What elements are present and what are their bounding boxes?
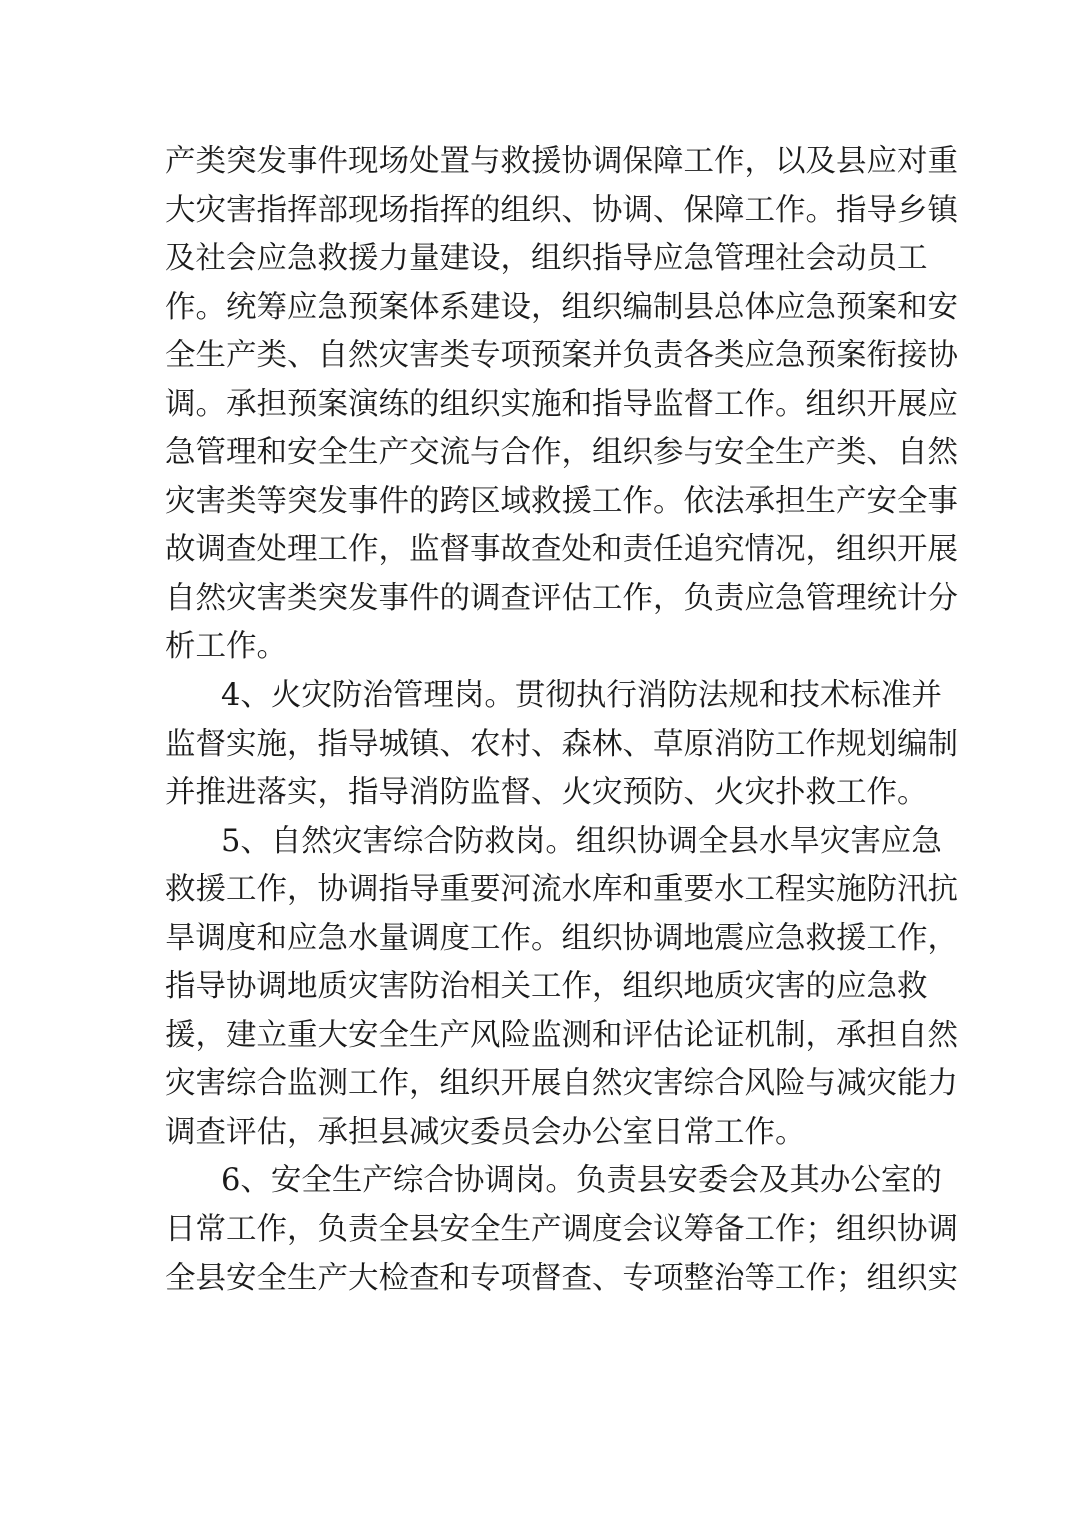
text-line: 监督实施，指导城镇、农村、森林、草原消防工作规划编制 [165, 726, 958, 762]
text-line: 析工作。 [165, 629, 287, 665]
text-line: 4、火灾防治管理岗。贯彻执行消防法规和技术标准并 [221, 678, 942, 714]
text-line: 作。统筹应急预案体系建设，组织编制县总体应急预案和安 [165, 289, 958, 325]
text-line: 产类突发事件现场处置与救援协调保障工作，以及县应对重 [165, 144, 958, 179]
body-text [165, 138, 958, 1303]
text-line: 大灾害指挥部现场指挥的组织、协调、保障工作。指导乡镇 [165, 192, 958, 228]
text-line: 调查评估，承担县减灾委员会办公室日常工作。 [165, 1114, 806, 1150]
text-line: 全县安全生产大检查和专项督查、专项整治等工作；组织实 [165, 1260, 958, 1296]
text-line: 灾害综合监测工作，组织开展自然灾害综合风险与减灾能力 [165, 1066, 958, 1102]
text-line: 灾害类等突发事件的跨区域救援工作。依法承担生产安全事 [165, 483, 958, 519]
text-line: 自然灾害类突发事件的调查评估工作，负责应急管理统计分 [165, 580, 958, 616]
text-line: 调。承担预案演练的组织实施和指导监督工作。组织开展应 [165, 386, 958, 422]
text-line: 6、安全生产综合协调岗。负责县安委会及其办公室的 [221, 1163, 942, 1199]
text-line: 指导协调地质灾害防治相关工作，组织地质灾害的应急救 [165, 969, 928, 1005]
text-line: 旱调度和应急水量调度工作。组织协调地震应急救援工作， [165, 920, 958, 956]
text-line: 救援工作，协调指导重要河流水库和重要水工程实施防汛抗 [165, 872, 958, 908]
text-line: 日常工作，负责全县安全生产调度会议筹备工作；组织协调 [165, 1212, 958, 1248]
text-line: 并推进落实，指导消防监督、火灾预防、火灾扑救工作。 [165, 775, 928, 811]
text-line: 5、自然灾害综合防救岗。组织协调全县水旱灾害应急 [221, 823, 942, 859]
text-line: 及社会应急救援力量建设，组织指导应急管理社会动员工 [165, 241, 928, 277]
text-line: 援，建立重大安全生产风险监测和评估论证机制，承担自然 [165, 1017, 958, 1053]
text-line: 全生产类、自然灾害类专项预案并负责各类应急预案衔接协 [165, 338, 958, 374]
text-line: 急管理和安全生产交流与合作，组织参与安全生产类、自然 [165, 435, 958, 471]
text-line: 故调查处理工作，监督事故查处和责任追究情况，组织开展 [165, 532, 958, 568]
